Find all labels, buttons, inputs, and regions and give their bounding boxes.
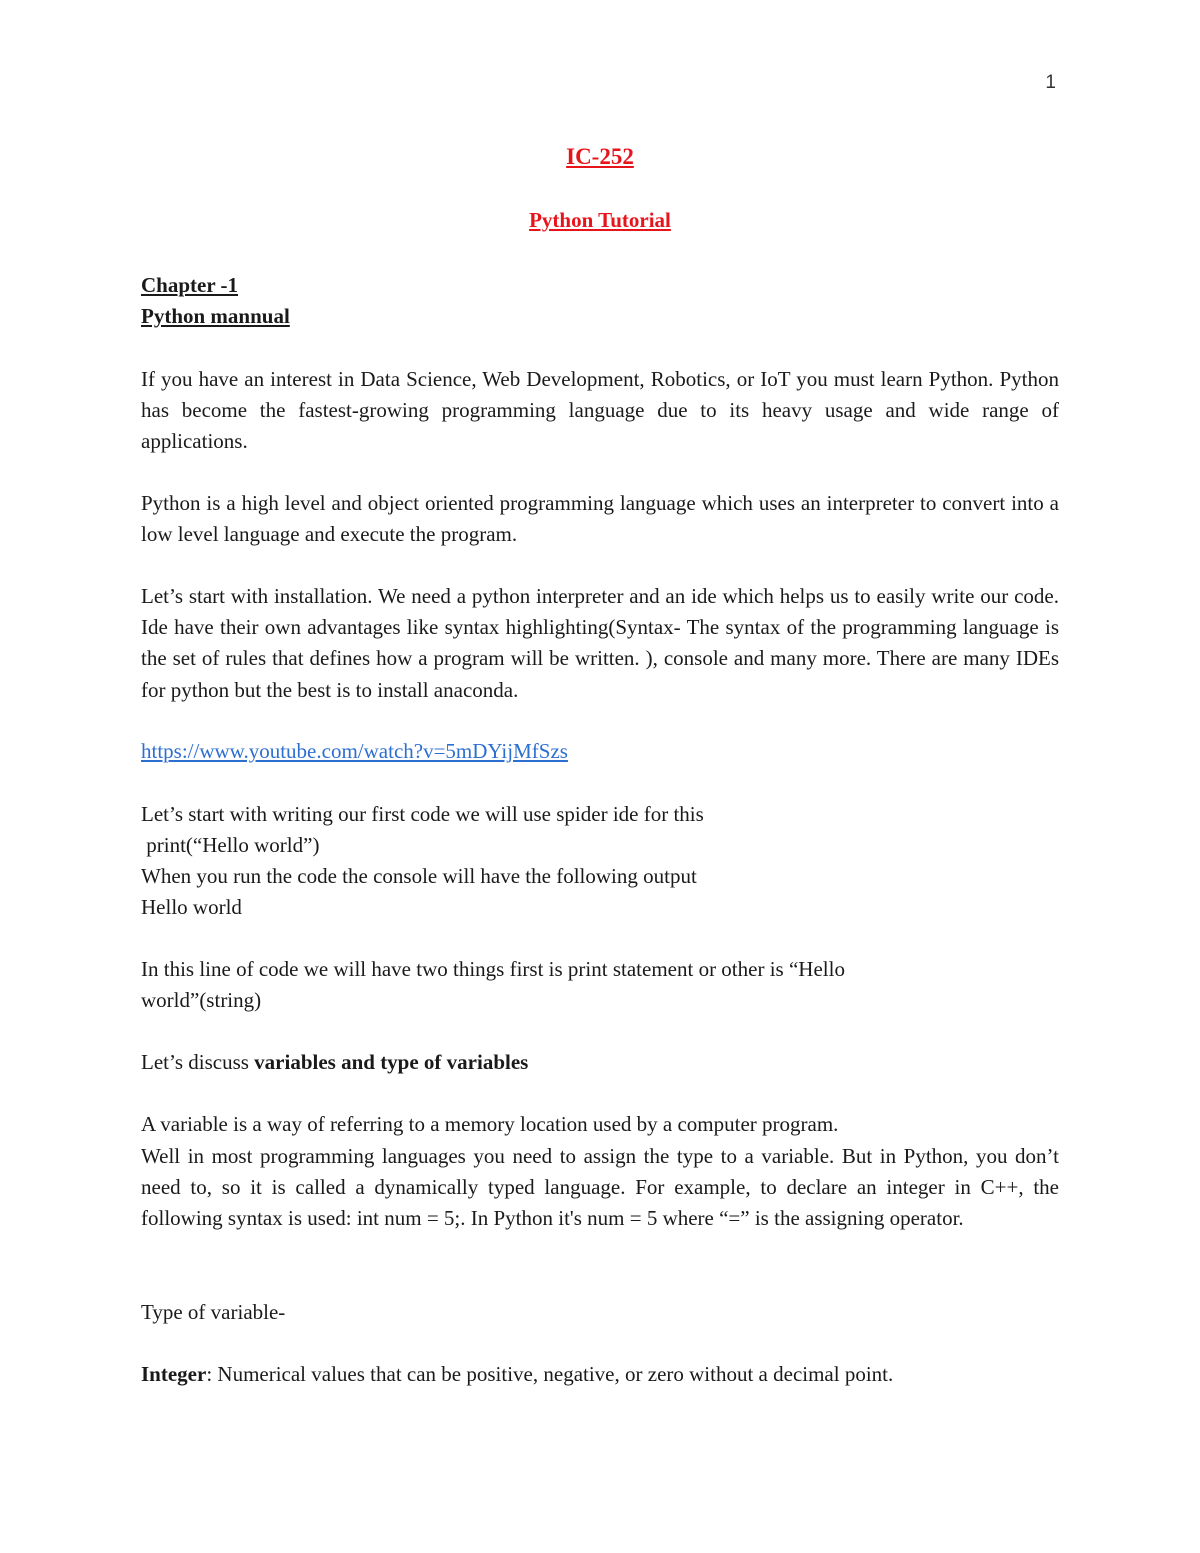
explanation-line-2: world”(string) [141, 988, 262, 1012]
code-intro-text: Let’s start with writing our first code we will use spider ide for this [141, 802, 704, 826]
definition-paragraph: Python is a high level and object oriented programming language which uses an interpreter to convert into a low level language and execute the program. [141, 491, 1059, 547]
chapter-title: Python mannual [141, 304, 290, 328]
variable-definition: A variable is a way of referring to a memory location used by a computer program. [141, 1112, 839, 1136]
chapter-heading: Chapter -1 [141, 273, 239, 297]
variables-intro [141, 1047, 1059, 1078]
installation-paragraph: Let’s start with installation. We need a python interpreter and an ide which helps us to easily write our code. Ide have their own advantages like syntax highlighting(Syntax- The syntax of the programming language is the set of rules that defines how a program will be written. ), console and many more. There are many IDEs for python but the best is to install anaconda. [141, 584, 1059, 702]
variables-intro-prefix: Let’s discuss [141, 1050, 255, 1074]
type-heading: Type of variable- [141, 1300, 286, 1324]
youtube-link[interactable]: https://www.youtube.com/watch?v=5mDYijMfSzs [141, 739, 568, 763]
document-title: IC-252 [566, 144, 634, 169]
integer-text: : Numerical values that can be positive, negative, or zero without a decimal point. [206, 1362, 894, 1386]
integer-label: Integer [141, 1362, 207, 1386]
explanation-line-1: In this line of code we will have two things first is print statement or other is “Hello [141, 957, 845, 981]
intro-paragraph: If you have an interest in Data Science, Web Development, Robotics, or IoT you must learn Python. Python has become the fastest-growing programming language due to its heavy usage and wide range of applications. [141, 367, 1059, 454]
integer-definition [141, 1359, 1059, 1390]
variables-intro-bold: variables and type of variables [254, 1050, 529, 1074]
output-line: Hello world [141, 895, 242, 919]
document-subtitle: Python Tutorial [529, 208, 671, 232]
variable-paragraph: Well in most programming languages you need to assign the type to a variable. But in Python, you don’t need to, so it is called a dynamically typed language. For example, to declare an integer in C++, the following syntax is used: int num = 5;. In Python it's num = 5 where “=” is the assigning operator. [141, 1144, 1059, 1231]
page-number: 1 [1045, 72, 1056, 93]
output-intro-text: When you run the code the console will have the following output [141, 864, 697, 888]
code-line: print(“Hello world”) [141, 833, 320, 857]
